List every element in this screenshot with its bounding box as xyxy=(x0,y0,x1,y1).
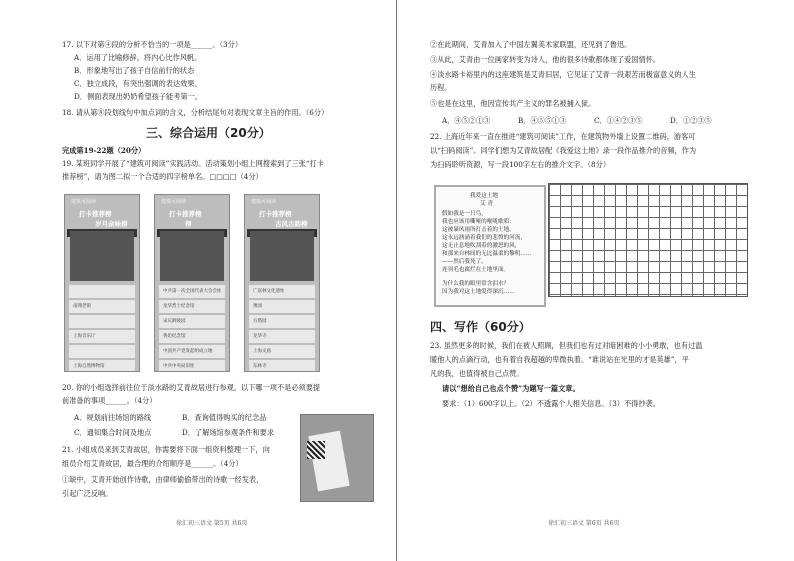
poster-1 xyxy=(64,194,140,372)
answer-grid[interactable] xyxy=(548,183,748,297)
poster-3-item: 东林寺 xyxy=(249,360,315,372)
poster-1-title: 打卡推荐榜 xyxy=(79,210,112,218)
poster-1-item: 南翔老街 xyxy=(69,300,135,313)
q22-line3: 为扫码聆听资源，写一段100字左右的推介文字。（8分） xyxy=(430,160,611,169)
q22-line1: 22. 上海近年来一直在推进“建筑可阅读”工作，在建筑物外墙上设置二维码，游客可 xyxy=(430,132,696,141)
q17-option-a: A．运用了比喻修辞，将内心比作风帆。 xyxy=(74,53,202,62)
building-image xyxy=(160,231,224,281)
section-3-heading: 三、综合运用（20分） xyxy=(146,126,271,140)
poem-line: 连羽毛也腐烂在土地里面。 xyxy=(442,267,510,273)
poster-3 xyxy=(244,194,320,372)
poem-author: 艾 青 xyxy=(480,201,493,207)
q23-line1: 23. 虽然更多的时候，我们在被人照顾，但我们也有过对暗困难的小小勇敢，也有过温 xyxy=(430,341,703,350)
poster-2-item: 鲁迅纪念馆 xyxy=(159,330,225,343)
poem-title: 我爱这土地 xyxy=(470,193,498,199)
poster-3-item: 龙华寺 xyxy=(249,330,315,343)
poster-1-item xyxy=(69,315,135,328)
q23-requirements: 要求：（1）600字以上。（2）不透露个人相关信息。（3）不得抄袭。 xyxy=(442,399,660,408)
qr-code-icon xyxy=(307,441,325,459)
q20-option-c: C．通知集合时间及地点 xyxy=(74,428,152,437)
q17-option-c: C．独立成段，有突出强调的表达效果。 xyxy=(74,79,202,88)
poem-line: 因为我对这土地爱得深沉…… xyxy=(442,289,515,295)
poster-2-header: 建筑可阅读 xyxy=(161,199,187,205)
section-4-heading: 四、写作（60分） xyxy=(430,320,531,334)
poster-3-item: 广富林文化遗址 xyxy=(249,285,315,298)
poster-1-item: 上海自然博物馆 xyxy=(69,360,135,372)
poem-line: ——然后我死了， xyxy=(442,259,487,265)
item-4-line2: 历程。 xyxy=(430,83,452,92)
q17-option-d: D．侧面表现出奶奶希望孩子能考第一。 xyxy=(74,92,202,101)
poster-1-item: 上海音乐厅 xyxy=(69,330,135,343)
poster-3-item: 方塔园 xyxy=(249,315,315,328)
q20-line1: 20. 你的小组选择前往位于淡水路的艾青故居进行参观。以下哪一项不是必须要提 xyxy=(62,383,321,392)
poem-card xyxy=(434,185,546,307)
q23-prompt: 请以“想给自己也点个赞”为题写一篇文章。 xyxy=(442,384,580,393)
q20-line2: 前准备的事项______。（4分） xyxy=(62,396,157,405)
q22-line2: 以“扫码阅读”。同学们想为艾青故居配《我爱这土地》录一段作品推介的音频，作为 xyxy=(430,146,697,155)
q17-stem: 17. 以下对第④段的分析不恰当的一项是______。（3分） xyxy=(62,40,243,49)
q19-line2: 推荐榜”，请为图二拟一个合适的四字榜单名。□□□□（4分） xyxy=(62,172,263,181)
qr-card xyxy=(308,431,349,492)
q21-option-c: C．①④②③⑤ xyxy=(594,116,643,125)
q18-stem: 18. 请从第⑧段划线句中加点词的含义，分析结尾句对表现文章主旨的作用。（6分） xyxy=(62,108,329,117)
poster-3-item: 豫园 xyxy=(249,300,315,313)
poster-2-item: 中共第一次全国代表大会会址 xyxy=(159,285,225,298)
item-2: ②在此期间，艾青加入了中国左翼美术家联盟，还见到了鲁迅。 xyxy=(430,40,632,49)
poster-1-item xyxy=(69,345,135,358)
poem-line: 这无止息地吹刮着的激怒的风， xyxy=(442,243,521,249)
q20-option-b: B．查询值得购买的纪念品 xyxy=(182,413,267,422)
poem-line: 这被暴风雨所打击着的土地， xyxy=(442,227,515,233)
poem-line: 为什么我的眼里常含泪水？ xyxy=(442,281,510,287)
q21-option-b: B．④⑤⑤①③ xyxy=(518,116,567,125)
q21-line2: 组员介绍艾青故居，最合理的介绍顺序是______。（4分） xyxy=(62,459,243,468)
poster-2-title: 打卡推荐榜 xyxy=(169,210,202,218)
poster-2-item: 龙华烈士纪念馆 xyxy=(159,300,225,313)
q21-line4: 引起广泛反响。 xyxy=(62,489,113,498)
building-image xyxy=(70,231,134,281)
q20-option-d: D．了解场馆参观条件和要求 xyxy=(182,428,275,437)
q21-line1: 21. 小组成员来到艾青故居，你需要将下面一组资料整理一下，向 xyxy=(62,445,270,454)
q17-option-b: B．形象地写出了孩子自信前行的状态 xyxy=(74,66,195,75)
q21-option-a: A．④⑤②①③ xyxy=(442,116,491,125)
page-footer-right: 徐汇初三语文 第6页 共6页 xyxy=(548,520,620,527)
poem-line: 我也应该用嘶哑的喉咙歌唱： xyxy=(442,219,515,225)
poster-2 xyxy=(154,194,230,372)
poster-1-item xyxy=(69,285,135,298)
poster-3-item: 上海文庙 xyxy=(249,345,315,358)
poem-line: 和那来自林间的无比温柔的黎明…… xyxy=(442,251,532,257)
poster-2-item: 宋庆龄陵园 xyxy=(159,315,225,328)
q20-option-a: A．规划前往场馆的路线 xyxy=(74,413,152,422)
item-4-line1: ④淡水路卡裕里内的这座建筑是艾青旧居，它见证了艾青一段艰苦而极富意义的人生 xyxy=(430,70,696,79)
poster-1-header: 建筑可阅读 xyxy=(71,199,97,205)
poem-line: 这永远汹涌着我们的悲愤的河流， xyxy=(442,235,526,241)
q21-line3: ①缺中，艾青开始创作诗歌，由律师偷偷带出的诗歌一经发表， xyxy=(62,475,264,484)
poster-3-title: 打卡推荐榜 xyxy=(259,210,292,218)
q19-line1: 19. 某班同学开展了“建筑可阅读”实践活动。活动策划小组上网搜索到了三张“打卡 xyxy=(62,159,324,168)
poster-3-subtitle: 古风古韵榜 xyxy=(275,220,308,228)
poster-3-header: 建筑可阅读 xyxy=(251,199,277,205)
poster-1-subtitle: 岁月余味榜 xyxy=(95,220,128,228)
instructions: 完成第19-22题（20分） xyxy=(62,146,146,155)
item-3: ③从此，艾青由一位画家转变为诗人，他的很多诗歌都体现了爱国情怀。 xyxy=(430,55,661,64)
poem-line: 假如我是一只鸟， xyxy=(442,211,487,217)
page-footer-left: 徐汇初三语文 第5页 共6页 xyxy=(176,520,248,527)
poster-2-item: 中国共产党发起组成立地 xyxy=(159,345,225,358)
q21-option-d: D．①②③⑤ xyxy=(670,116,712,125)
qr-code-photo xyxy=(300,414,374,502)
q23-line2: 暖他人的点滴行动，也有着自我超越的卑微执着。“谁说站在光里的才是英雄”，平 xyxy=(430,355,689,364)
q23-line3: 凡的我，也值得被自己点赞。 xyxy=(430,369,524,378)
poster-2-item: 中共中央局旧址 xyxy=(159,360,225,372)
poster-2-subtitle: 榜 xyxy=(185,220,192,228)
pagoda-image xyxy=(250,231,314,281)
item-5: ⑤也是在这里，他因宣传共产主义的罪名被捕入狱。 xyxy=(430,99,596,108)
